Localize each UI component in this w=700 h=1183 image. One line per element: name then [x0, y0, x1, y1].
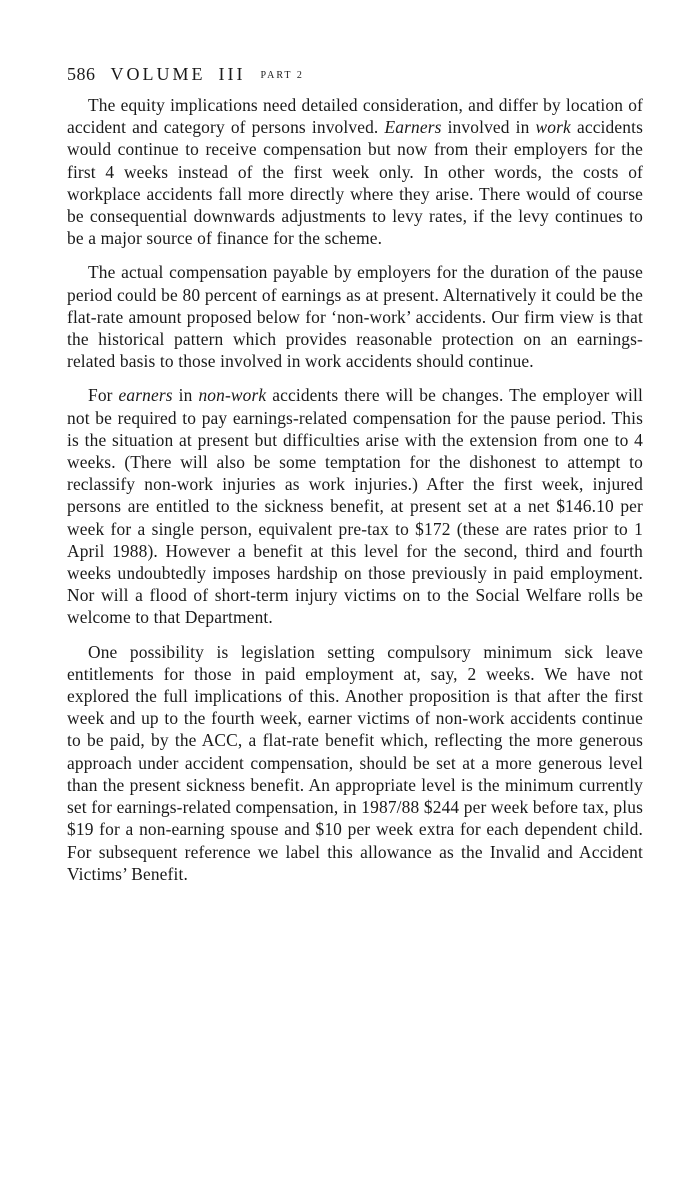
- italic-text: earners: [118, 385, 173, 406]
- page-number: 586: [67, 64, 96, 84]
- italic-text: Earners: [384, 117, 442, 138]
- volume-label: VOLUME: [110, 64, 206, 84]
- text-run: For: [88, 385, 119, 406]
- italic-text: work: [535, 117, 571, 138]
- volume-number: III: [218, 64, 246, 84]
- text-run: accidents would continue to receive compensation but now from their employers for the first 4 weeks instead of the first week only. In other words, the costs of workplace accidents fall more directly where they arise. There would of course be consequential downwards adjustments to levy rates, if the levy continues to be a major source of finance for the scheme.: [67, 117, 643, 249]
- paragraph-1: [67, 94, 643, 249]
- text-run: The equity implications need detailed consideration, and differ by location of accident and category of persons involved.: [67, 95, 643, 138]
- text-run: accidents there will be changes. The employer will not be required to pay earnings-related compensation for the pause period. This is the situation at present but difficulties arise with the extension from one to 4 weeks. (There will also be some temptation for the dishonest to attempt to reclassify non-work injuries as work injuries.) After the first week, injured persons are entitled to the sickness benefit, at present set at a net $146.10 per week for a single person, equivalent pre-tax to $172 (these are rates prior to 1 April 1988). However a benefit at this level for the second, third and fourth weeks undoubtedly imposes hardship on those previously in paid employment. Nor will a flood of short-term injury victims on to the Social Welfare rolls be welcome to that Department.: [67, 385, 643, 628]
- part-label: PART 2: [260, 70, 304, 81]
- italic-text: non-work: [198, 385, 267, 406]
- paragraph-3: [67, 384, 643, 628]
- paragraph-4: [67, 641, 643, 885]
- text-run: involved in: [441, 117, 536, 138]
- text-run: One possibility is legislation setting compulsory minimum sick leave entitlements for those in paid employment at, say, 2 weeks. We have not explored the full implications of this. Another proposition is that after the first week and up to the fourth week, earner victims of non-work accidents continue to be paid, by the ACC, a flat-rate benefit which, reflecting the more generous approach under accident compensation, should be set at a more generous level than the present sickness benefit. An appropriate level is the minimum currently set for earnings-related compensation, in 1987/88 $244 per week before tax, plus $19 for a non-earning spouse and $10 per week extra for each dependent child. For subsequent reference we label this allowance as the Invalid and Accident Victims’ Benefit.: [67, 641, 643, 884]
- running-header: [67, 60, 643, 88]
- document-page: [67, 60, 643, 897]
- text-run: in: [172, 385, 199, 406]
- paragraph-2: [67, 261, 643, 372]
- text-run: The actual compensation payable by employers for the duration of the pause period could be 80 percent of earnings as at present. Alternatively it could be the flat-rate amount proposed below for ‘non-work’ accidents. Our firm view is that the historical pattern which provides reasonable protection on an earnings-related basis to those involved in work accidents should continue.: [67, 262, 643, 372]
